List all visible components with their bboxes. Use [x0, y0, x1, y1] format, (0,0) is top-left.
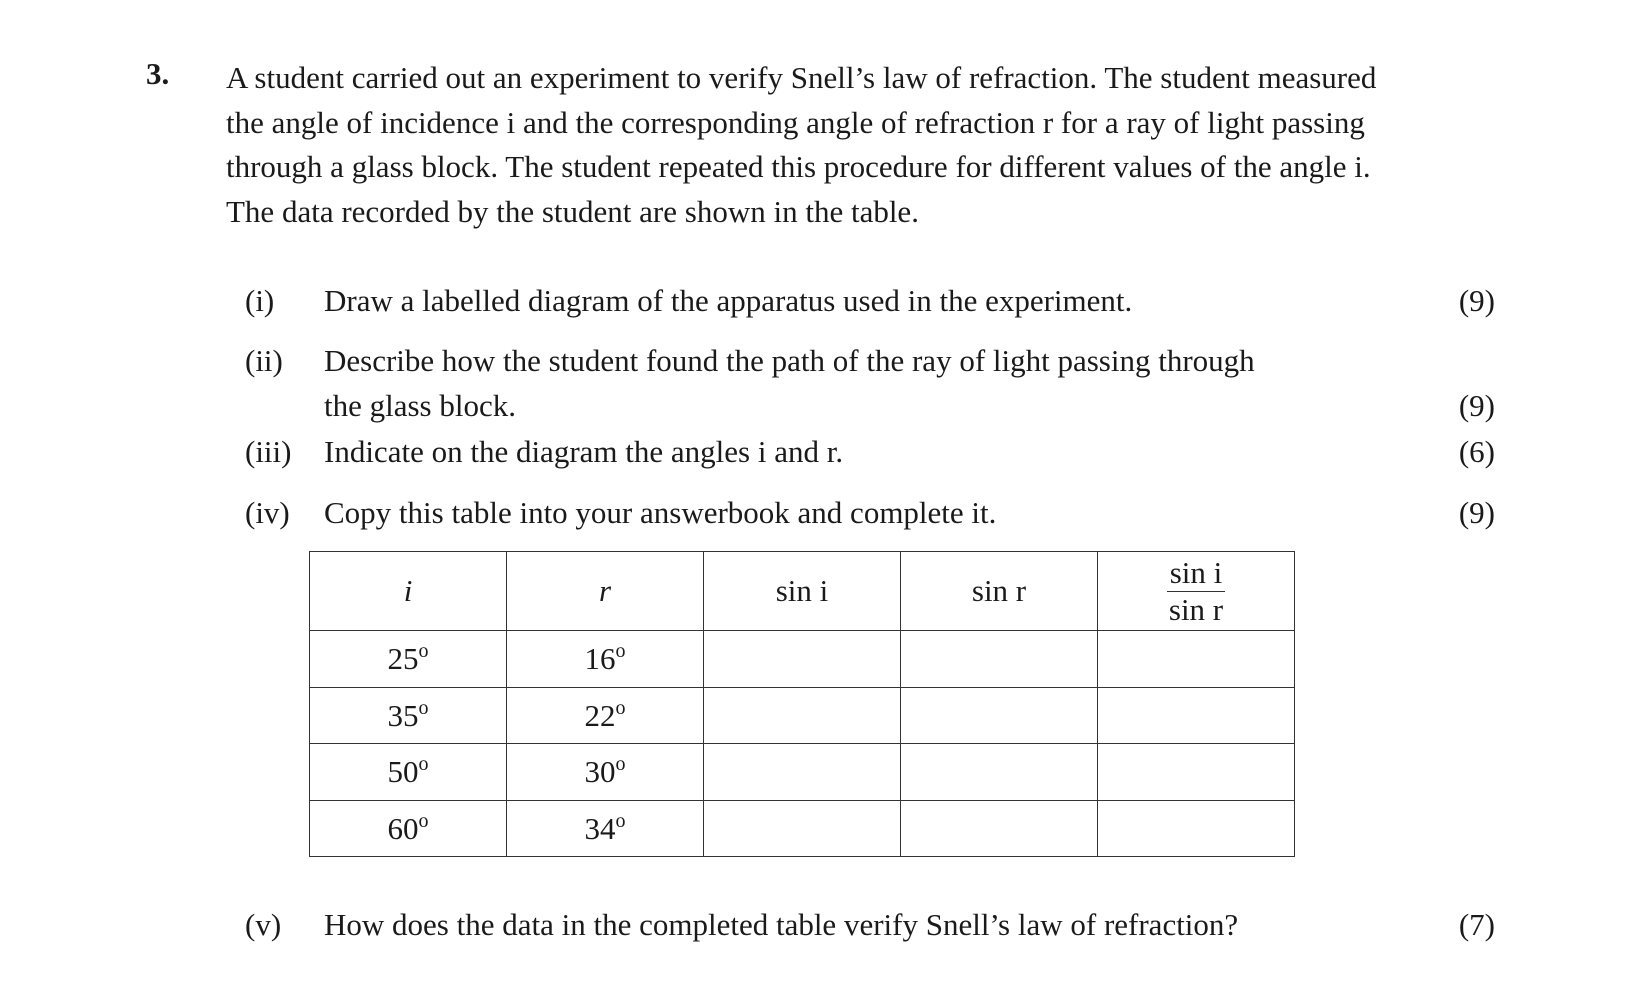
ratio-numerator: sin i: [1167, 555, 1225, 592]
stem-line-2: the angle of incidence i and the corresponding angle of refraction r for a ray of light passing: [226, 104, 1365, 140]
header-r: r: [507, 552, 704, 631]
table-row: [310, 631, 1295, 688]
part-text-line-1: Describe how the student found the path of the ray of light passing through: [324, 343, 1255, 378]
cell-i: 35$^o$: [310, 687, 507, 744]
cell-empty: [1098, 744, 1295, 801]
cell-empty: [704, 800, 901, 857]
part-text: Draw a labelled diagram of the apparatus used in the experiment.: [324, 283, 1133, 318]
cell-empty: [901, 687, 1098, 744]
cell-empty: [901, 744, 1098, 801]
part-text: Indicate on the diagram the angles i and r.: [324, 434, 844, 469]
data-table: [309, 551, 1295, 857]
part-marks: (6): [1458, 434, 1495, 469]
table-row: [310, 744, 1295, 801]
part-marks: (9): [1458, 283, 1495, 318]
table-row: [310, 687, 1295, 744]
part-label: (v): [245, 907, 282, 942]
cell-empty: [901, 800, 1098, 857]
part-text: How does the data in the completed table verify Snell’s law of refraction?: [324, 907, 1239, 942]
ratio-denominator: sin r: [1168, 591, 1224, 627]
part-text: Copy this table into your answerbook and complete it.: [324, 495, 997, 530]
part-label: (i): [245, 283, 275, 318]
cell-empty: [1098, 687, 1295, 744]
cell-i: 50$^o$: [310, 744, 507, 801]
part-label: (iv): [245, 495, 290, 530]
cell-r: 34$^o$: [507, 800, 704, 857]
cell-r: 30$^o$: [507, 744, 704, 801]
cell-empty: [704, 631, 901, 688]
part-marks: (9): [1458, 495, 1495, 530]
cell-r: 22$^o$: [507, 687, 704, 744]
stem-line-1: A student carried out an experiment to verify Snell’s law of refraction. The student measured: [226, 60, 1377, 95]
cell-i: 60$^o$: [310, 800, 507, 857]
part-label: (iii): [245, 434, 292, 469]
cell-i: 25$^o$: [310, 631, 507, 688]
part-text-line-2: the glass block.: [324, 387, 516, 423]
header-sin-r: sin r: [901, 552, 1098, 631]
header-sin-i: sin i: [704, 552, 901, 631]
cell-empty: [1098, 631, 1295, 688]
part-text: [324, 339, 1324, 428]
part-label: (ii): [245, 343, 283, 378]
stem-line-4: The data recorded by the student are shown in the table.: [226, 193, 919, 229]
table-row: [310, 800, 1295, 857]
stem-line-3: through a glass block. The student repeated this procedure for different values of the angle i.: [226, 149, 1371, 184]
cell-empty: [704, 744, 901, 801]
part-marks: (7): [1458, 907, 1495, 942]
question-stem: [226, 56, 1494, 234]
cell-r: 16$^o$: [507, 631, 704, 688]
question-number: 3.: [146, 56, 170, 91]
cell-empty: [1098, 800, 1295, 857]
part-marks: (9): [1458, 387, 1495, 423]
cell-empty: [704, 687, 901, 744]
table-header-row: [310, 552, 1295, 631]
cell-empty: [901, 631, 1098, 688]
ratio-fraction: [1167, 555, 1225, 628]
header-ratio: [1098, 552, 1295, 631]
header-i: i: [310, 552, 507, 631]
